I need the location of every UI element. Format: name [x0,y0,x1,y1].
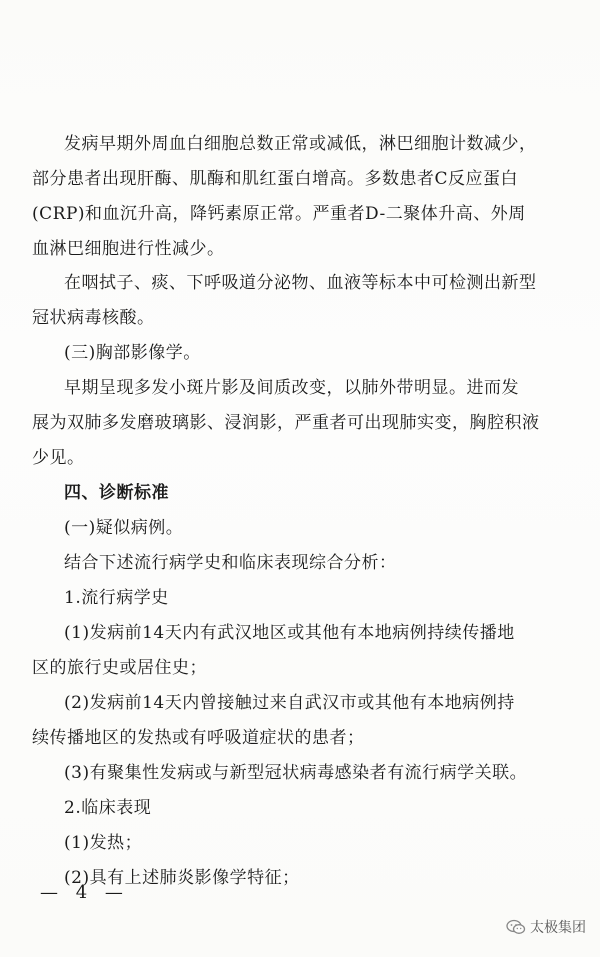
list-heading: 2.临床表现 [64,798,152,818]
page-number: — 4 — [40,882,129,903]
wechat-icon [506,919,526,935]
list-item: 续传播地区的发热或有呼吸道症状的患者； [32,728,365,748]
paragraph-line: 结合下述流行病学史和临床表现综合分析： [64,553,397,573]
list-item: (3)有聚集性发病或与新型冠状病毒感染者有流行病学关联。 [64,763,528,783]
paragraph-line: 血淋巴细胞进行性减少。 [32,239,225,259]
paragraph-line: 发病早期外周血白细胞总数正常或减低，淋巴细胞计数减少， [64,134,537,154]
list-item: (2)发病前14天内曾接触过来自武汉市或其他有本地病例持 [64,693,515,713]
section-heading: 四、诊断标准 [64,483,169,503]
subsection-heading: (一)疑似病例。 [64,518,184,538]
list-item: (1)发热； [64,833,143,853]
watermark-text: 太极集团 [530,920,586,936]
subsection-heading: (三)胸部影像学。 [64,343,201,363]
paragraph-line: 在咽拭子、痰、下呼吸道分泌物、血液等标本中可检测出新型 [64,273,537,293]
list-item: 区的旅行史或居住史； [32,658,207,678]
paragraph-line: (CRP)和血沉升高，降钙素原正常。严重者D-二聚体升高、外周 [32,204,526,224]
list-item: (1)发病前14天内有武汉地区或其他有本地病例持续传播地 [64,623,515,643]
source-watermark [506,917,586,937]
paragraph-line: 部分患者出现肝酶、肌酶和肌红蛋白增高。多数患者C反应蛋白 [32,169,519,189]
paragraph-line: 冠状病毒核酸。 [32,308,155,328]
paragraph-line: 早期呈现多发小斑片影及间质改变，以肺外带明显。进而发 [64,378,519,398]
list-heading: 1.流行病学史 [64,588,169,608]
list-item: (2)具有上述肺炎影像学特征； [64,868,300,888]
paragraph-line: 少见。 [32,448,85,468]
paragraph-line: 展为双肺多发磨玻璃影、浸润影，严重者可出现肺实变，胸腔积液 [32,413,540,433]
